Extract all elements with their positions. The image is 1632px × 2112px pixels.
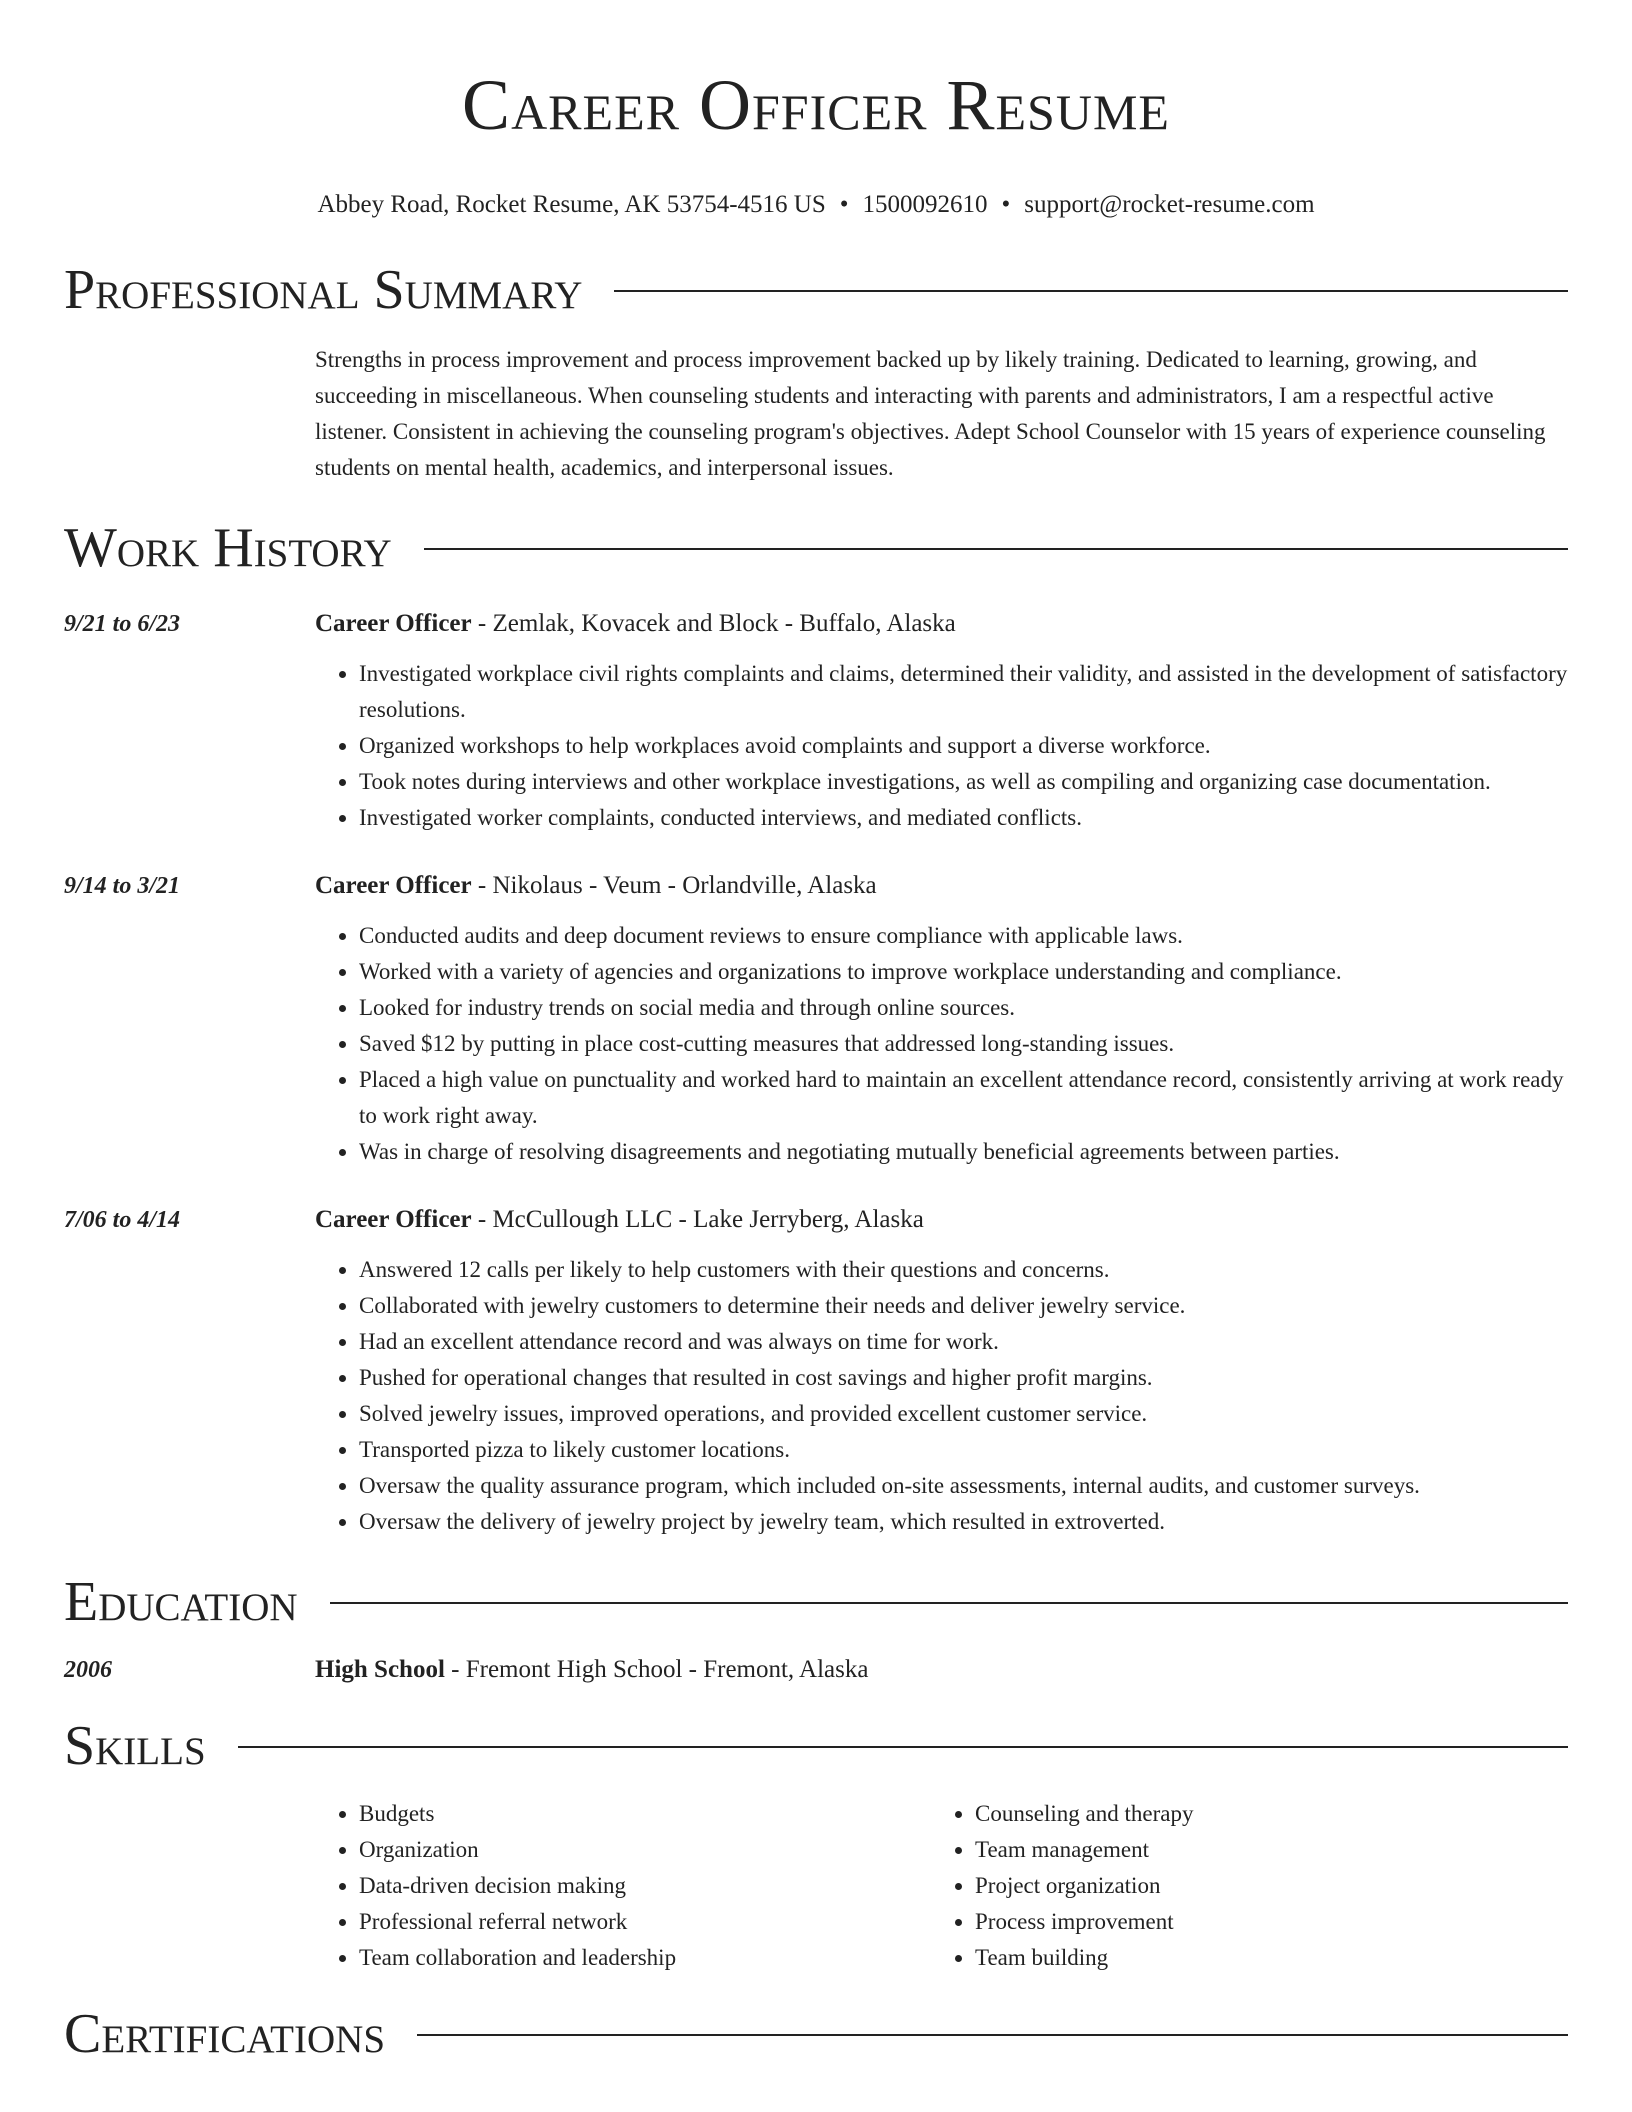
job-bullets (315, 1252, 1568, 1540)
job-entry (64, 606, 1568, 836)
list-item: • Collaborated with jewelry customers to determine their needs and deliver jewelry service. (359, 1288, 1568, 1324)
job-headline (315, 868, 1568, 904)
contact-separator: • (1001, 191, 1011, 218)
job-employer: - Nikolaus - Veum - Orlandville, Alaska (471, 872, 877, 899)
section-header-work-history (64, 516, 1568, 580)
list-item: • Solved jewelry issues, improved operations, and provided excellent customer service. (359, 1396, 1568, 1432)
job-dates: 9/14 to 3/21 (64, 873, 181, 899)
list-item: • Had an excellent attendance record and was always on time for work. (359, 1324, 1568, 1360)
job-headline (315, 606, 1568, 642)
list-item: • Transported pizza to likely customer locations. (359, 1432, 1568, 1468)
education-degree: High School (315, 1656, 445, 1683)
contact-email[interactable]: support@rocket-resume.com (1024, 191, 1315, 218)
list-item: • Oversaw the delivery of jewelry project by jewelry team, which resulted in extroverted. (359, 1504, 1568, 1540)
job-employer: - Zemlak, Kovacek and Block - Buffalo, Alaska (471, 610, 956, 637)
section-header-education (64, 1570, 1568, 1634)
list-item: • Budgets (359, 1796, 931, 1832)
list-item: • Investigated worker complaints, conducted interviews, and mediated conflicts. (359, 800, 1568, 836)
job-entry (64, 1202, 1568, 1540)
list-item: • Professional referral network (359, 1904, 931, 1940)
contact-line (64, 190, 1568, 220)
list-item: • Placed a high value on punctuality and worked hard to maintain an excellent attendance record, consistently arriving at work ready to work right away. (359, 1062, 1568, 1134)
list-item: • Investigated workplace civil rights complaints and claims, determined their validity, and assisted in the development of satisfactory resolutions. (359, 656, 1568, 728)
contact-separator: • (839, 191, 849, 218)
list-item: • Organization (359, 1832, 931, 1868)
contact-address: Abbey Road, Rocket Resume, AK 53754-4516 US (317, 191, 826, 218)
section-header-summary (64, 258, 1568, 322)
list-item: • Team collaboration and leadership (359, 1940, 931, 1976)
list-item: • Worked with a variety of agencies and organizations to improve workplace understanding and compliance. (359, 954, 1568, 990)
skills-column-right (931, 1796, 1547, 1976)
job-employer: - McCullough LLC - Lake Jerryberg, Alaska (471, 1206, 924, 1233)
job-headline (315, 1202, 1568, 1238)
job-title: Career Officer (315, 872, 472, 899)
education-entry (64, 1652, 1568, 1688)
list-item: • Looked for industry trends on social media and through online sources. (359, 990, 1568, 1026)
list-item: • Saved $12 by putting in place cost-cutting measures that addressed long-standing issues. (359, 1026, 1568, 1062)
section-header-certifications (64, 2002, 1568, 2066)
list-item: • Oversaw the quality assurance program, which included on-site assessments, internal audits, and customer surveys. (359, 1468, 1568, 1504)
section-divider (330, 1602, 1568, 1604)
job-bullets (315, 656, 1568, 836)
list-item: • Team management (975, 1832, 1547, 1868)
job-bullets (315, 918, 1568, 1170)
job-content (315, 606, 1568, 836)
education-year: 2006 (64, 1657, 112, 1683)
section-divider (417, 2034, 1568, 2036)
skills-column-left (315, 1796, 931, 1976)
list-item: • Team building (975, 1940, 1547, 1976)
list-item: • Process improvement (975, 1904, 1547, 1940)
education-content (315, 1652, 1568, 1688)
education-school: - Fremont High School - Fremont, Alaska (444, 1656, 869, 1683)
section-title: Skills (64, 1715, 206, 1777)
job-title: Career Officer (315, 1206, 472, 1233)
list-item: • Organized workshops to help workplaces avoid complaints and support a diverse workforce. (359, 728, 1568, 764)
education-headline (315, 1652, 1568, 1688)
job-dates: 7/06 to 4/14 (64, 1207, 181, 1233)
job-content (315, 868, 1568, 1170)
skills-list (315, 1796, 1568, 1976)
section-divider (424, 548, 1568, 550)
resume-title: Career Officer Resume (462, 65, 1170, 145)
list-item: • Took notes during interviews and other workplace investigations, as well as compiling and organizing case documentation. (359, 764, 1568, 800)
section-title: Education (64, 1571, 298, 1633)
section-title: Certifications (64, 2003, 386, 2065)
list-item: • Was in charge of resolving disagreements and negotiating mutually beneficial agreements between parties. (359, 1134, 1568, 1170)
list-item: • Data-driven decision making (359, 1868, 931, 1904)
section-divider (238, 1746, 1568, 1748)
resume-page (64, 0, 1568, 2066)
list-item: • Answered 12 calls per likely to help customers with their questions and concerns. (359, 1252, 1568, 1288)
list-item: • Project organization (975, 1868, 1547, 1904)
job-title: Career Officer (315, 610, 472, 637)
list-item: • Conducted audits and deep document reviews to ensure compliance with applicable laws. (359, 918, 1568, 954)
section-title: Work History (64, 517, 392, 579)
contact-phone: 1500092610 (862, 191, 988, 218)
list-item: • Counseling and therapy (975, 1796, 1547, 1832)
section-divider (614, 290, 1568, 292)
job-content (315, 1202, 1568, 1540)
job-entry (64, 868, 1568, 1170)
list-item: • Pushed for operational changes that resulted in cost savings and higher profit margins. (359, 1360, 1568, 1396)
section-title: Professional Summary (64, 259, 583, 321)
summary-text: Strengths in process improvement and process improvement backed up by likely training. Dedicated to learning, growing, and succeeding in miscellaneous. When counseling students and interacting with parents and administrators, I am a respectful active listener. Consistent in achieving the counseling program's objectives. Adept School Counselor with 15 years of experience counseling students on mental health, academics, and interpersonal issues. (315, 347, 1546, 480)
job-dates: 9/21 to 6/23 (64, 611, 181, 637)
section-header-skills (64, 1714, 1568, 1778)
